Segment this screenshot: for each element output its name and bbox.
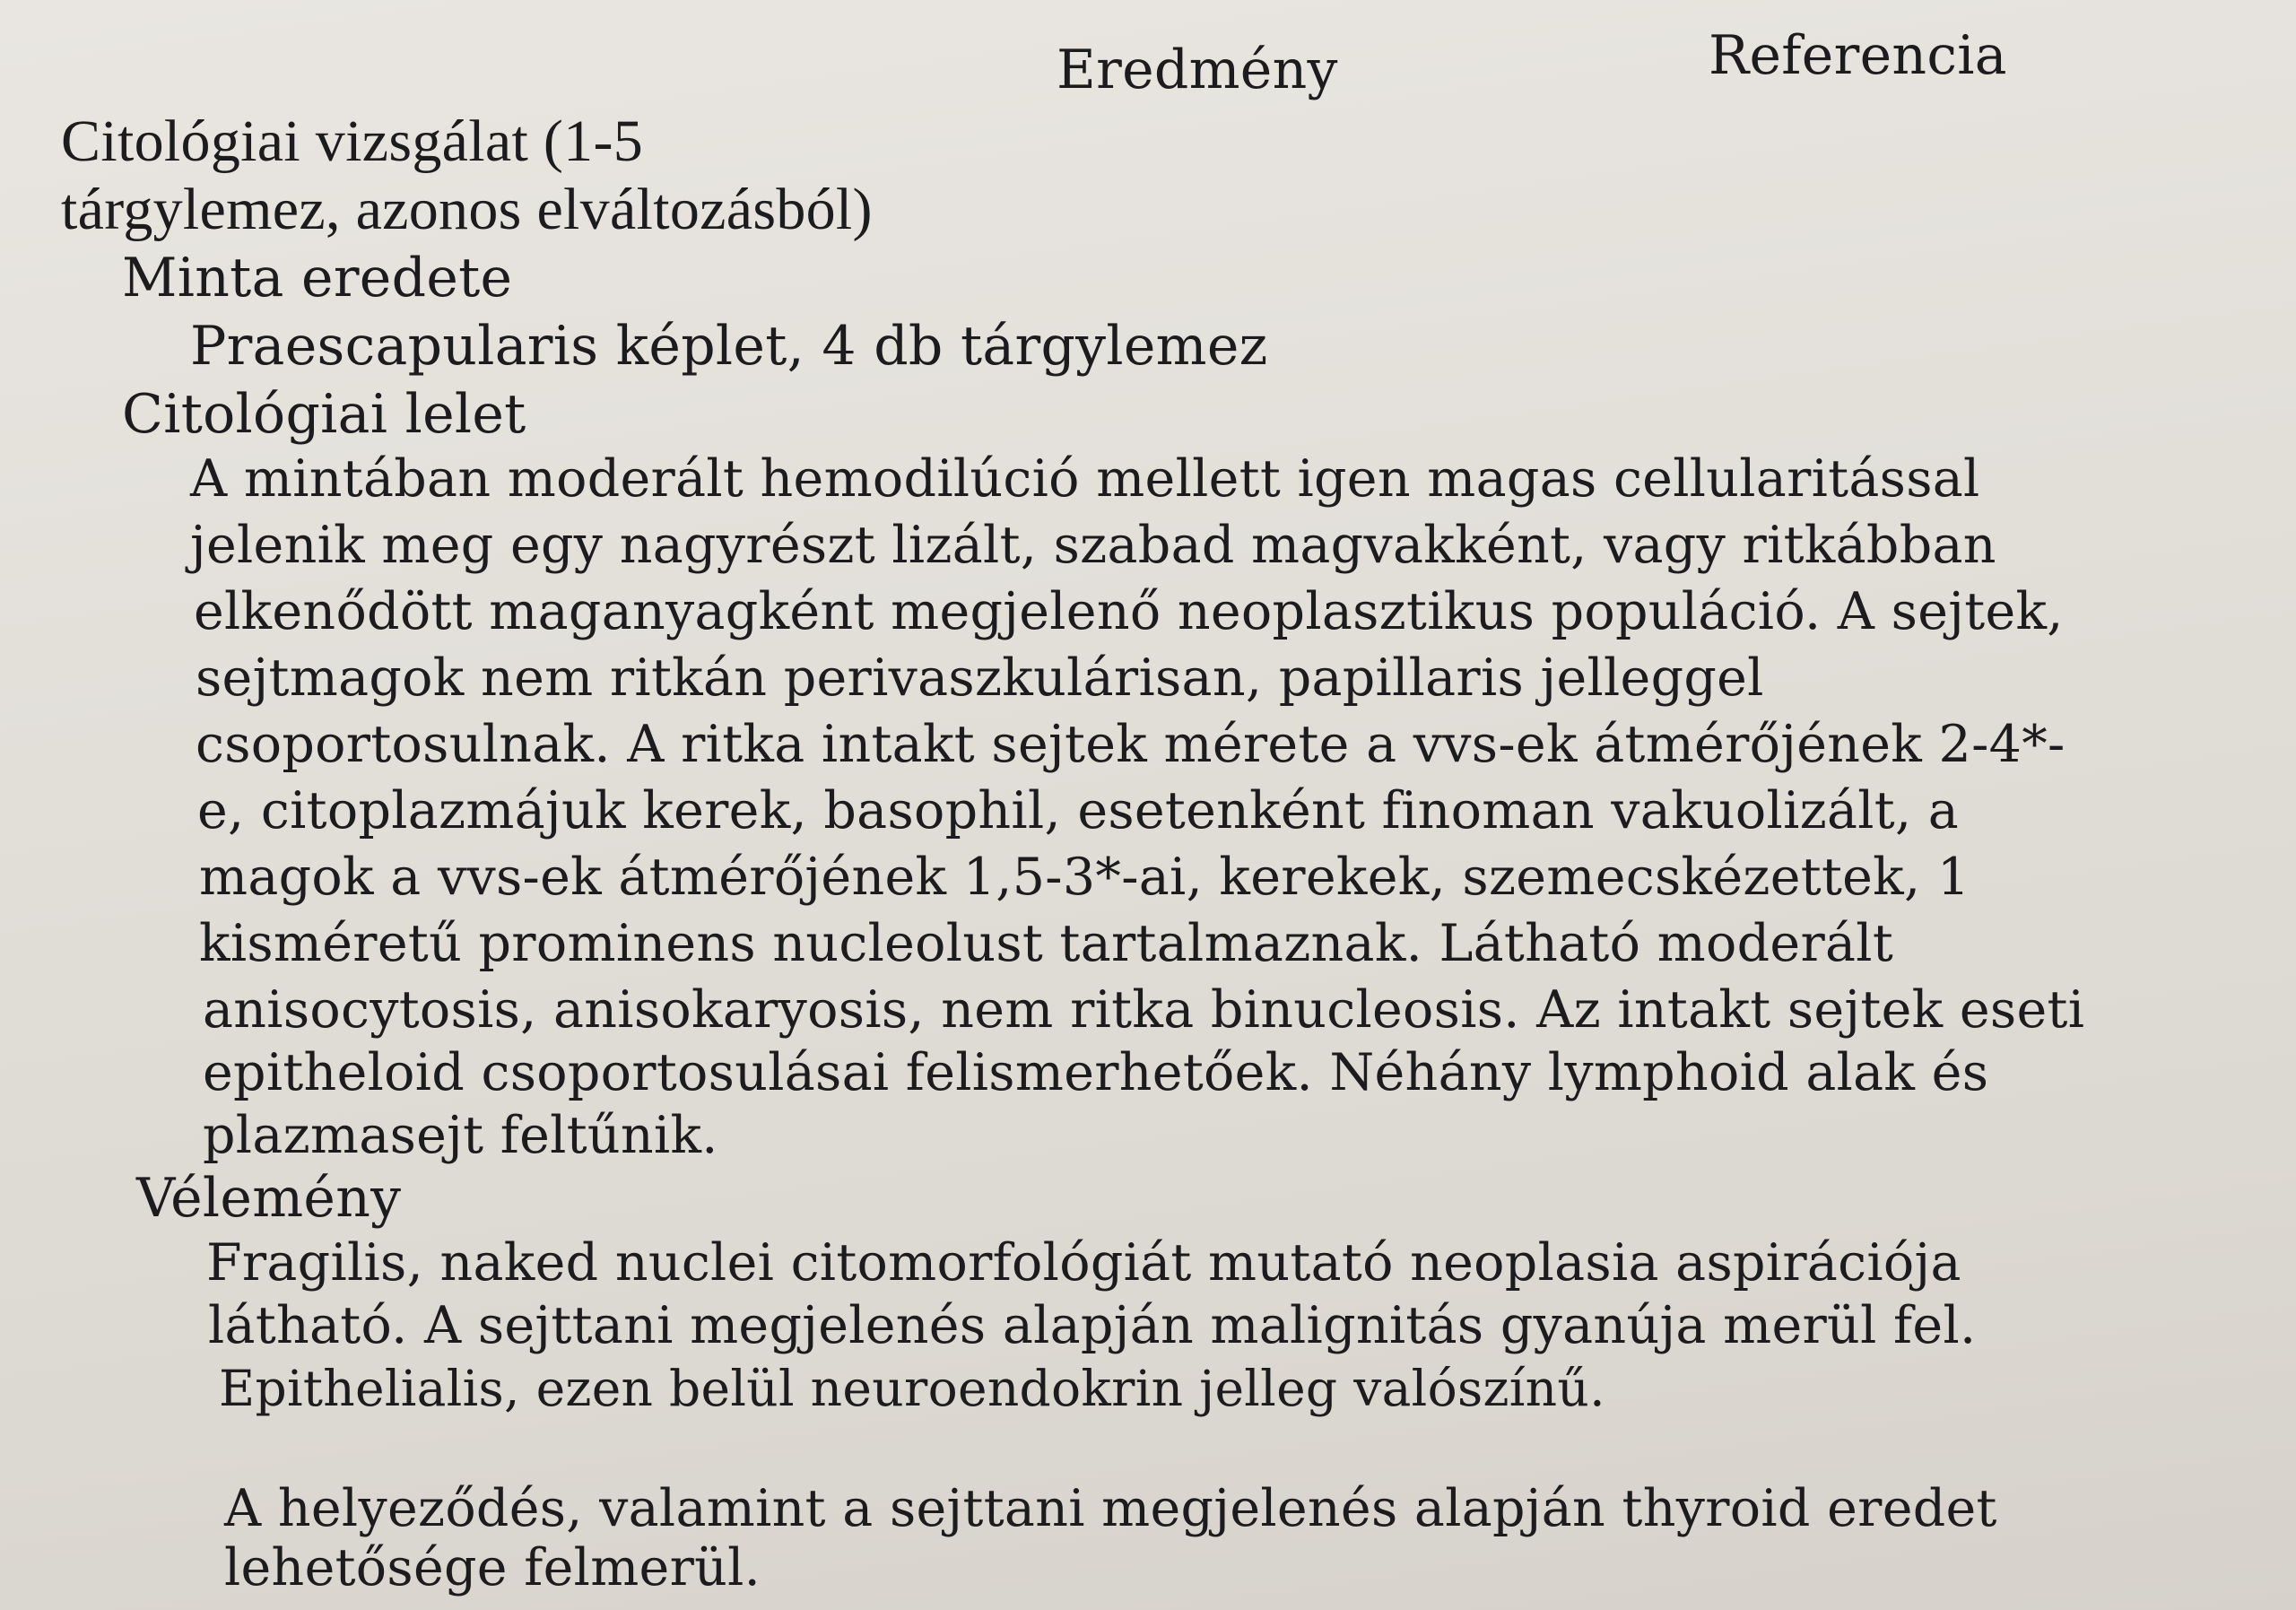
opinion-line: Epithelialis, ezen belül neuroendokrin jelleg valószínű. [219, 1360, 1605, 1417]
finding-line: plazmasejt feltűnik. [203, 1106, 718, 1165]
result-column-header: Eredmény [1057, 39, 1338, 101]
test-title-line-1: Citológiai vizsgálat (1-5 [61, 109, 644, 174]
cytology-finding-label: Citológiai lelet [122, 383, 526, 446]
finding-line: magok a vvs-ek átmérőjének 1,5-3*-ai, kerekek, szemecskézettek, 1 [199, 848, 1970, 907]
sample-origin-label: Minta eredete [122, 247, 513, 309]
sample-origin-value: Praescapularis képlet, 4 db tárgylemez [190, 315, 1268, 378]
finding-line: e, citoplazmájuk kerek, basophil, esetenként finoman vakuolizált, a [197, 781, 1960, 840]
opinion-line: Fragilis, naked nuclei citomorfológiát mutató neoplasia aspirációja [206, 1233, 1961, 1292]
test-title-line-2: tárgylemez, azonos elváltozásból) [61, 177, 873, 242]
opinion-line: látható. A sejttani megjelenés alapján malignitás gyanúja merül fel. [208, 1296, 1977, 1355]
opinion-label: Vélemény [136, 1167, 402, 1230]
reference-column-header: Referencia [1709, 24, 2007, 87]
finding-line: kisméretű prominens nucleolust tartalmaznak. Látható moderált [199, 914, 1894, 973]
opinion-note-line: A helyeződés, valamint a sejttani megjelenés alapján thyroid eredet [224, 1479, 1997, 1538]
finding-line: csoportosulnak. A ritka intakt sejtek mérete a vvs-ek átmérőjének 2-4*- [196, 715, 2066, 774]
finding-line: jelenik meg egy nagyrészt lizált, szabad magvakként, vagy ritkábban [190, 516, 1996, 575]
opinion-note-line: lehetősége felmerül. [224, 1538, 761, 1597]
finding-line: anisocytosis, anisokaryosis, nem ritka binucleosis. Az intakt sejtek eseti [203, 980, 2085, 1040]
finding-line: elkenődött maganyagként megjelenő neoplasztikus populáció. A sejtek, [194, 582, 2064, 641]
finding-line: epitheloid csoportosulásai felismerhetőek. Néhány lymphoid alak és [203, 1043, 1989, 1102]
finding-line: sejtmagok nem ritkán perivaszkulárisan, papillaris jelleggel [196, 648, 1764, 708]
finding-line: A mintában moderált hemodilúció mellett igen magas cellularitással [190, 449, 1980, 509]
